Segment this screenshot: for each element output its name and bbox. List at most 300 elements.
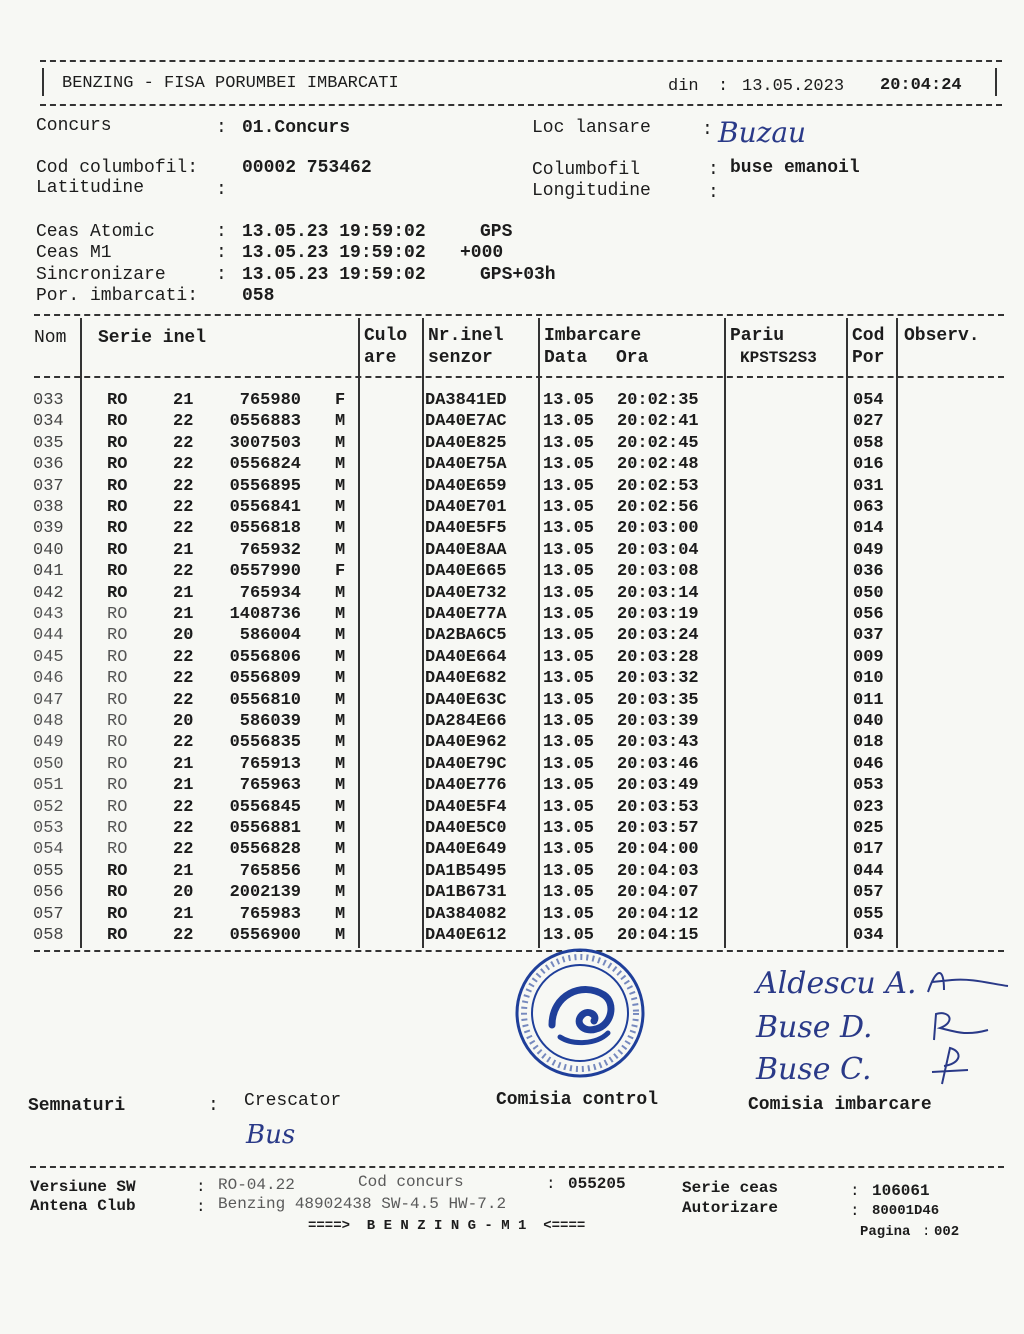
row-sensor: DA384082 xyxy=(425,904,507,924)
row-ring-number: 1408736 xyxy=(229,605,301,624)
row-date: 13.05 xyxy=(543,498,595,517)
row-cod: 034 xyxy=(853,926,884,945)
col-nr-inel-2: senzor xyxy=(428,348,493,368)
row-country: RO xyxy=(107,540,128,560)
row-date: 13.05 xyxy=(543,904,595,924)
row-date: 13.05 xyxy=(543,883,595,903)
ceas-m1-colon: : xyxy=(216,243,227,263)
row-country: RO xyxy=(107,690,128,710)
row-date: 13.05 xyxy=(543,433,595,453)
row-date: 13.05 xyxy=(543,926,595,945)
row-nom: 043 xyxy=(33,605,64,624)
row-nom: 047 xyxy=(33,690,64,710)
row-sensor: DA3841ED xyxy=(425,391,507,410)
row-nom: 055 xyxy=(33,861,64,881)
row-country: RO xyxy=(107,519,128,539)
row-cod: 009 xyxy=(853,647,884,667)
row-nom: 034 xyxy=(33,412,64,432)
row-nom: 049 xyxy=(33,733,64,753)
header-right-border xyxy=(995,68,997,96)
cod-columbofil-label: Cod columbofil: xyxy=(36,158,199,178)
row-date: 13.05 xyxy=(543,712,595,731)
row-cod: 025 xyxy=(853,819,884,838)
row-sensor: DA40E682 xyxy=(425,669,507,689)
row-country: RO xyxy=(107,412,128,432)
row-country: RO xyxy=(107,712,128,731)
latitudine-label: Latitudine xyxy=(36,178,145,198)
row-sex: M xyxy=(335,712,346,731)
loc-lansare-handwritten: Buzau xyxy=(718,116,807,149)
row-sensor: DA40E7AC xyxy=(425,412,507,432)
ceas-atomic-colon: : xyxy=(216,222,227,242)
header-left-border xyxy=(42,68,44,96)
row-nom: 050 xyxy=(33,754,64,774)
table-row xyxy=(33,839,1003,860)
row-time: 20:03:43 xyxy=(617,733,699,753)
row-sensor: DA1B6731 xyxy=(425,883,507,903)
col-serie-inel: Serie inel xyxy=(98,328,207,348)
table-row xyxy=(33,861,1003,882)
row-sensor: DA40E63C xyxy=(425,690,507,710)
table-row xyxy=(33,904,1003,925)
row-sex: M xyxy=(335,583,346,603)
table-row xyxy=(33,583,1003,604)
row-date: 13.05 xyxy=(543,476,595,496)
row-year: 21 xyxy=(173,540,194,560)
row-ring-number: 0556809 xyxy=(229,669,301,689)
row-date: 13.05 xyxy=(543,605,595,624)
row-country: RO xyxy=(107,562,128,582)
member-2-signature: Buse D. xyxy=(756,1010,873,1045)
row-country: RO xyxy=(107,583,128,603)
sincronizare-colon: : xyxy=(216,265,227,285)
crescator-label: Crescator xyxy=(244,1091,342,1111)
row-year: 21 xyxy=(173,583,194,603)
row-year: 22 xyxy=(173,840,194,860)
sincronizare-value: 13.05.23 19:59:02 xyxy=(242,265,426,285)
versiune-label: Versiune SW xyxy=(30,1178,136,1196)
row-time: 20:03:49 xyxy=(617,776,699,796)
concurs-colon: : xyxy=(216,118,227,138)
row-country: RO xyxy=(107,819,128,838)
row-country: RO xyxy=(107,455,128,475)
table-row xyxy=(33,882,1003,903)
sincronizare-extra: GPS+03h xyxy=(480,265,556,285)
row-sensor: DA40E5F5 xyxy=(425,519,507,539)
col-data: Data xyxy=(544,348,588,368)
row-sex: M xyxy=(335,754,346,774)
row-sensor: DA40E701 xyxy=(425,498,507,517)
row-nom: 046 xyxy=(33,669,64,689)
row-nom: 033 xyxy=(33,391,64,410)
por-imbarcati-value: 058 xyxy=(242,286,275,306)
row-time: 20:04:03 xyxy=(617,861,699,881)
loc-lansare-colon: : xyxy=(702,120,713,140)
ceas-m1-label: Ceas M1 xyxy=(36,243,112,263)
row-sex: F xyxy=(335,562,346,582)
pagina-value: 002 xyxy=(934,1224,960,1240)
ceas-atomic-value: 13.05.23 19:59:02 xyxy=(242,222,426,242)
antena-colon: : xyxy=(196,1198,206,1216)
table-row xyxy=(33,411,1003,432)
serie-ceas-label: Serie ceas xyxy=(682,1179,779,1197)
row-country: RO xyxy=(107,883,128,903)
row-cod: 016 xyxy=(853,455,884,475)
row-cod: 044 xyxy=(853,861,884,881)
row-ring-number: 0556810 xyxy=(229,690,301,710)
cod-columbofil-value: 00002 753462 xyxy=(242,158,372,178)
row-date: 13.05 xyxy=(543,776,595,796)
col-nr-inel-1: Nr.inel xyxy=(428,326,504,346)
row-ring-number: 586039 xyxy=(239,712,301,731)
row-date: 13.05 xyxy=(543,626,595,646)
row-cod: 023 xyxy=(853,797,884,817)
row-nom: 039 xyxy=(33,519,64,539)
row-cod: 031 xyxy=(853,476,884,496)
row-cod: 014 xyxy=(853,519,884,539)
row-nom: 048 xyxy=(33,712,64,731)
row-nom: 054 xyxy=(33,840,64,860)
row-time: 20:02:35 xyxy=(617,391,699,410)
row-year: 22 xyxy=(173,926,194,945)
row-date: 13.05 xyxy=(543,690,595,710)
row-country: RO xyxy=(107,926,128,945)
comisia-control-label: Comisia control xyxy=(496,1090,659,1110)
row-ring-number: 765980 xyxy=(239,391,301,410)
row-year: 22 xyxy=(173,519,194,539)
row-cod: 049 xyxy=(853,540,884,560)
columbofil-colon: : xyxy=(708,160,719,180)
row-sex: M xyxy=(335,412,346,432)
table-row xyxy=(33,497,1003,518)
row-sex: M xyxy=(335,883,346,903)
row-sensor: DA40E649 xyxy=(425,840,507,860)
concurs-value: 01.Concurs xyxy=(242,118,351,138)
row-time: 20:03:04 xyxy=(617,540,699,560)
row-time: 20:03:08 xyxy=(617,562,699,582)
row-ring-number: 765983 xyxy=(239,904,301,924)
row-time: 20:03:19 xyxy=(617,605,699,624)
row-cod: 046 xyxy=(853,754,884,774)
col-imbarcare: Imbarcare xyxy=(544,326,642,346)
row-ring-number: 0556841 xyxy=(229,498,301,517)
row-year: 20 xyxy=(173,883,194,903)
row-ring-number: 765934 xyxy=(239,583,301,603)
row-nom: 051 xyxy=(33,776,64,796)
row-cod: 011 xyxy=(853,690,884,710)
row-cod: 037 xyxy=(853,626,884,646)
row-nom: 040 xyxy=(33,540,64,560)
table-row xyxy=(33,925,1003,946)
row-time: 20:03:24 xyxy=(617,626,699,646)
member-1-scribble xyxy=(922,962,1012,1002)
table-row xyxy=(33,433,1003,454)
col-cod-2: Por xyxy=(852,348,885,368)
table-row xyxy=(33,668,1003,689)
row-cod: 057 xyxy=(853,883,884,903)
row-time: 20:04:00 xyxy=(617,840,699,860)
row-ring-number: 0556881 xyxy=(229,819,301,838)
club-stamp xyxy=(512,945,648,1081)
row-date: 13.05 xyxy=(543,562,595,582)
table-row xyxy=(33,754,1003,775)
ceas-m1-value: 13.05.23 19:59:02 xyxy=(242,243,426,263)
col-pariu-2: KPSTS2S3 xyxy=(740,349,817,367)
row-date: 13.05 xyxy=(543,819,595,838)
row-sensor: DA40E962 xyxy=(425,733,507,753)
row-sex: M xyxy=(335,540,346,560)
row-time: 20:02:48 xyxy=(617,455,699,475)
row-time: 20:02:56 xyxy=(617,498,699,517)
ceas-atomic-label: Ceas Atomic xyxy=(36,222,155,242)
row-nom: 035 xyxy=(33,433,64,453)
row-year: 22 xyxy=(173,562,194,582)
row-nom: 053 xyxy=(33,819,64,838)
serie-ceas-value: 106061 xyxy=(872,1182,930,1200)
row-year: 22 xyxy=(173,690,194,710)
row-country: RO xyxy=(107,476,128,496)
antena-value: Benzing 48902438 SW-4.5 HW-7.2 xyxy=(218,1195,507,1213)
row-sensor: DA40E665 xyxy=(425,562,507,582)
row-sex: M xyxy=(335,904,346,924)
row-year: 21 xyxy=(173,754,194,774)
autorizare-value: 80001D46 xyxy=(872,1203,940,1219)
row-sex: M xyxy=(335,605,346,624)
col-nom: Nom xyxy=(34,328,67,348)
row-nom: 038 xyxy=(33,498,64,517)
row-year: 22 xyxy=(173,647,194,667)
table-top-border xyxy=(34,314,1004,316)
row-country: RO xyxy=(107,776,128,796)
ceas-atomic-extra: GPS xyxy=(480,222,513,242)
row-ring-number: 586004 xyxy=(239,626,301,646)
col-cod-1: Cod xyxy=(852,326,885,346)
row-sex: M xyxy=(335,476,346,496)
row-time: 20:03:57 xyxy=(617,819,699,838)
row-sensor: DA40E75A xyxy=(425,455,507,475)
col-culoare-1: Culo xyxy=(364,326,408,346)
row-nom: 056 xyxy=(33,883,64,903)
row-date: 13.05 xyxy=(543,754,595,774)
row-nom: 037 xyxy=(33,476,64,496)
row-nom: 041 xyxy=(33,562,64,582)
row-country: RO xyxy=(107,647,128,667)
row-date: 13.05 xyxy=(543,669,595,689)
row-year: 22 xyxy=(173,412,194,432)
col-pariu: Pariu xyxy=(730,326,785,346)
row-date: 13.05 xyxy=(543,840,595,860)
antena-label: Antena Club xyxy=(30,1197,136,1215)
sincronizare-label: Sincronizare xyxy=(36,265,166,285)
row-year: 22 xyxy=(173,433,194,453)
row-ring-number: 765856 xyxy=(239,861,301,881)
row-country: RO xyxy=(107,626,128,646)
footer-top-border xyxy=(30,1166,1004,1168)
row-sex: M xyxy=(335,433,346,453)
row-nom: 057 xyxy=(33,904,64,924)
row-sensor: DA40E659 xyxy=(425,476,507,496)
row-ring-number: 765913 xyxy=(239,754,301,774)
row-ring-number: 0556818 xyxy=(229,519,301,539)
row-country: RO xyxy=(107,840,128,860)
row-sensor: DA1B5495 xyxy=(425,861,507,881)
concurs-label: Concurs xyxy=(36,116,112,136)
row-time: 20:02:45 xyxy=(617,433,699,453)
row-sex: M xyxy=(335,519,346,539)
cod-concurs-label: Cod concurs xyxy=(358,1173,464,1191)
table-row xyxy=(33,518,1003,539)
header-bottom-border xyxy=(40,104,1002,106)
row-sex: M xyxy=(335,690,346,710)
table-row xyxy=(33,540,1003,561)
row-sex: M xyxy=(335,647,346,667)
crescator-signature: Bus xyxy=(246,1120,296,1150)
col-ora: Ora xyxy=(616,348,649,368)
table-row xyxy=(33,732,1003,753)
pagina-colon: : xyxy=(922,1224,931,1240)
row-cod: 027 xyxy=(853,412,884,432)
row-cod: 053 xyxy=(853,776,884,796)
table-row xyxy=(33,690,1003,711)
row-year: 21 xyxy=(173,605,194,624)
row-time: 20:03:14 xyxy=(617,583,699,603)
row-cod: 040 xyxy=(853,712,884,731)
row-country: RO xyxy=(107,433,128,453)
cod-concurs-colon: : xyxy=(546,1175,556,1193)
member-3-scribble xyxy=(920,1044,980,1088)
row-sex: M xyxy=(335,861,346,881)
row-time: 20:04:07 xyxy=(617,883,699,903)
row-time: 20:03:39 xyxy=(617,712,699,731)
row-time: 20:02:53 xyxy=(617,476,699,496)
row-date: 13.05 xyxy=(543,583,595,603)
row-year: 21 xyxy=(173,861,194,881)
row-sensor: DA40E5F4 xyxy=(425,797,507,817)
row-sensor: DA40E5C0 xyxy=(425,819,507,838)
header-date: 13.05.2023 xyxy=(742,77,845,96)
row-nom: 036 xyxy=(33,455,64,475)
date-colon: : xyxy=(718,77,729,96)
row-time: 20:02:41 xyxy=(617,412,699,432)
row-ring-number: 0556824 xyxy=(229,455,301,475)
row-year: 22 xyxy=(173,498,194,517)
row-sex: F xyxy=(335,391,346,410)
loc-lansare-label: Loc lansare xyxy=(532,118,651,138)
row-sensor: DA284E66 xyxy=(425,712,507,731)
row-year: 20 xyxy=(173,626,194,646)
header-time: 20:04:24 xyxy=(880,76,962,95)
row-sex: M xyxy=(335,926,346,945)
row-sex: M xyxy=(335,498,346,517)
member-3-signature: Buse C. xyxy=(756,1052,872,1087)
row-year: 22 xyxy=(173,733,194,753)
row-sex: M xyxy=(335,840,346,860)
col-observ: Observ. xyxy=(904,326,980,346)
row-cod: 010 xyxy=(853,669,884,689)
row-ring-number: 765932 xyxy=(239,540,301,560)
row-year: 21 xyxy=(173,904,194,924)
comisia-imbarcare-label: Comisia imbarcare xyxy=(748,1095,932,1115)
row-time: 20:03:00 xyxy=(617,519,699,539)
table-row xyxy=(33,604,1003,625)
row-sensor: DA2BA6C5 xyxy=(425,626,507,646)
table-header-bottom-border xyxy=(34,376,1004,378)
semnaturi-label: Semnaturi xyxy=(28,1096,126,1116)
cod-concurs-value: 055205 xyxy=(568,1175,626,1193)
row-sex: M xyxy=(335,626,346,646)
row-ring-number: 0557990 xyxy=(229,562,301,582)
serie-ceas-colon: : xyxy=(850,1182,860,1200)
row-year: 22 xyxy=(173,819,194,838)
row-country: RO xyxy=(107,498,128,517)
header-top-border xyxy=(40,60,1002,62)
col-culoare-2: are xyxy=(364,348,397,368)
row-date: 13.05 xyxy=(543,797,595,817)
row-time: 20:04:12 xyxy=(617,904,699,924)
row-time: 20:03:46 xyxy=(617,754,699,774)
versiune-colon: : xyxy=(196,1178,206,1196)
row-cod: 056 xyxy=(853,605,884,624)
row-sensor: DA40E776 xyxy=(425,776,507,796)
columbofil-value: buse emanoil xyxy=(730,158,860,178)
table-row xyxy=(33,390,1003,411)
row-country: RO xyxy=(107,861,128,881)
semnaturi-colon: : xyxy=(208,1096,219,1116)
row-date: 13.05 xyxy=(543,391,595,410)
row-ring-number: 3007503 xyxy=(229,433,301,453)
row-ring-number: 0556845 xyxy=(229,797,301,817)
columbofil-label: Columbofil xyxy=(532,160,641,180)
doc-title: BENZING - FISA PORUMBEI IMBARCATI xyxy=(62,74,399,93)
row-cod: 055 xyxy=(853,904,884,924)
row-country: RO xyxy=(107,605,128,624)
row-country: RO xyxy=(107,904,128,924)
row-time: 20:03:32 xyxy=(617,669,699,689)
row-nom: 045 xyxy=(33,647,64,667)
row-sensor: DA40E664 xyxy=(425,647,507,667)
row-nom: 052 xyxy=(33,797,64,817)
row-sensor: DA40E79C xyxy=(425,754,507,774)
longitudine-colon: : xyxy=(708,183,719,203)
row-ring-number: 0556895 xyxy=(229,476,301,496)
row-sex: M xyxy=(335,455,346,475)
row-cod: 063 xyxy=(853,498,884,517)
date-label: din xyxy=(668,77,699,96)
row-sex: M xyxy=(335,669,346,689)
row-country: RO xyxy=(107,391,128,410)
row-date: 13.05 xyxy=(543,455,595,475)
row-date: 13.05 xyxy=(543,540,595,560)
autorizare-colon: : xyxy=(850,1202,860,1220)
row-cod: 036 xyxy=(853,562,884,582)
row-sensor: DA40E77A xyxy=(425,605,507,624)
row-year: 22 xyxy=(173,455,194,475)
row-ring-number: 765963 xyxy=(239,776,301,796)
row-date: 13.05 xyxy=(543,412,595,432)
ceas-m1-extra: +000 xyxy=(460,243,504,263)
longitudine-label: Longitudine xyxy=(532,181,651,201)
row-sex: M xyxy=(335,819,346,838)
table-row xyxy=(33,797,1003,818)
latitudine-colon: : xyxy=(216,180,227,200)
row-time: 20:03:53 xyxy=(617,797,699,817)
row-country: RO xyxy=(107,754,128,774)
row-date: 13.05 xyxy=(543,519,595,539)
row-ring-number: 0556883 xyxy=(229,412,301,432)
row-ring-number: 0556835 xyxy=(229,733,301,753)
row-time: 20:03:35 xyxy=(617,690,699,710)
row-sensor: DA40E612 xyxy=(425,926,507,945)
